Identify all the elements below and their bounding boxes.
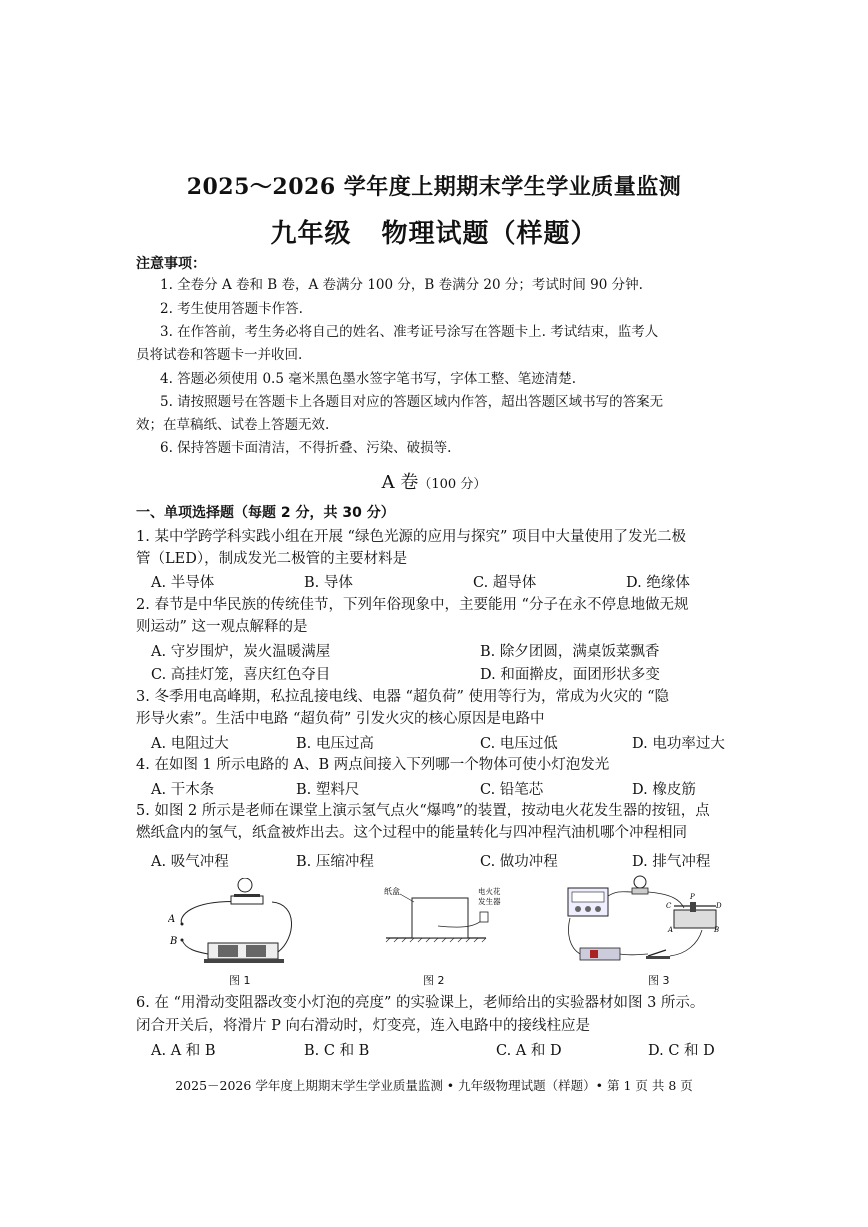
option-b: B. 电压过高 (296, 736, 374, 752)
fig3-label-a: A (668, 926, 674, 934)
switch-icon (648, 950, 666, 956)
fig3-label-p: P (690, 893, 695, 901)
question-5-line: 5. 如图 2 所示是老师在课堂上演示氢气点火“爆鸣”的装置，按动电火花发生器的按钮，点 (136, 803, 710, 819)
notice-item: 员将试卷和答题卡一并收回. (136, 347, 303, 363)
fig3-label-d: D (716, 902, 722, 910)
notice-item: 效；在草稿纸、试卷上答题无效. (136, 417, 330, 433)
option-d: D. 和面擀皮，面团形状多变 (480, 667, 660, 683)
option-b: B. 导体 (304, 575, 353, 591)
notice-item: 3. 在作答前，考生务必将自己的姓名、准考证号涂写在答题卡上. 考试结束，监考人 (160, 324, 659, 340)
option-b: B. C 和 B (304, 1043, 370, 1059)
section-heading (0, 468, 868, 494)
notice-item: 4. 答题必须使用 0.5 毫米黑色墨水签字笔书写，字体工整、笔迹清楚. (160, 371, 577, 387)
fig3-label-b: B (714, 926, 720, 934)
fig3-label-c: C (666, 902, 672, 910)
notice-item: 6. 保持答题卡面清洁，不得折叠、污染、破损等. (160, 440, 452, 456)
exam-subtitle (0, 213, 868, 250)
question-6-line: 闭合开关后，将滑片 P 向右滑动时，灯变亮，连入电路中的接线柱应是 (136, 1018, 590, 1034)
section-name: A 卷 (381, 472, 419, 493)
option-a: A. A 和 B (151, 1043, 216, 1059)
option-d: D. 排气冲程 (632, 854, 711, 870)
fig1-label-a: A (168, 914, 176, 925)
question-3-line: 形导火索”。生活中电路 “超负荷” 引发火灾的核心原因是电路中 (136, 711, 545, 727)
page-footer: 2025－2026 学年度上期期末学生学业质量监测 • 九年级物理试题（样题）• 第 1 页 共 8 页 (175, 1078, 693, 1093)
figure-3-apparatus (562, 874, 722, 970)
paper-box (412, 898, 468, 938)
bulb-icon (634, 876, 646, 888)
option-c: C. 做功冲程 (480, 854, 558, 870)
question-5-line: 燃纸盒内的氢气，纸盒被炸出去。这个过程中的能量转化与四冲程汽油机哪个冲程相同 (136, 825, 687, 841)
figure-1-circuit (168, 878, 308, 970)
option-d: D. C 和 D (648, 1043, 715, 1059)
question-1-line: 1. 某中学跨学科实践小组在开展 “绿色光源的应用与探究” 项目中大量使用了发光二极 (136, 529, 686, 545)
question-2-line: 则运动” 这一观点解释的是 (136, 619, 308, 635)
option-b: B. 塑料尺 (296, 782, 360, 798)
notice-item: 5. 请按照题号在答题卡上各题目对应的答题区域内作答，超出答题区域书写的答案无 (160, 394, 664, 410)
figure-2-apparatus (378, 884, 508, 944)
option-a: A. 吸气冲程 (151, 854, 229, 870)
figure-3-caption: 图 3 (648, 974, 670, 987)
option-c: C. 铅笔芯 (480, 782, 544, 798)
part-title: 一、单项选择题（每题 2 分，共 30 分） (136, 505, 395, 521)
option-d: D. 绝缘体 (626, 575, 690, 591)
notice-item: 2. 考生使用答题卡作答. (160, 301, 303, 317)
exam-title: 2025～2026 学年度上期期末学生学业质量监测 (186, 174, 682, 200)
option-c: C. 高挂灯笼，喜庆红色夺目 (151, 667, 331, 683)
rheostat-icon (674, 910, 716, 928)
notice-item: 1. 全卷分 A 卷和 B 卷，A 卷满分 100 分，B 卷满分 20 分；考试时间 90 分钟. (160, 277, 643, 293)
question-3-line: 3. 冬季用电高峰期，私拉乱接电线、电器 “超负荷” 使用等行为，常成为火灾的 “隐 (136, 689, 670, 705)
fig1-label-b: B (170, 936, 178, 947)
fig2-label-generator: 发生器 (478, 897, 501, 906)
option-d: D. 橡皮筋 (632, 782, 696, 798)
option-b: B. 压缩冲程 (296, 854, 374, 870)
option-a: A. 守岁围炉，炭火温暖满屋 (151, 644, 331, 660)
option-c: C. 超导体 (473, 575, 537, 591)
fig2-label-spark: 电火花 (478, 887, 501, 896)
option-b: B. 除夕团圆，满桌饭菜飘香 (480, 644, 660, 660)
fig2-label-box: 纸盒 (384, 887, 400, 896)
battery-icon (580, 948, 620, 960)
question-6-line: 6. 在 “用滑动变阻器改变小灯泡的亮度” 的实验课上，老师给出的实验器材如图 3 所示。 (136, 995, 705, 1011)
section-score: （100 分） (418, 477, 487, 492)
notice-heading: 注意事项： (136, 256, 206, 272)
figure-2-caption: 图 2 (423, 974, 445, 987)
bulb-icon (238, 878, 252, 892)
option-c: C. A 和 D (496, 1043, 562, 1059)
question-1-line: 管（LED），制成发光二极管的主要材料是 (136, 551, 408, 567)
grade-label: 九年级 (270, 219, 352, 249)
spark-generator-icon (480, 912, 488, 922)
option-a: A. 干木条 (151, 782, 215, 798)
option-c: C. 电压过低 (480, 736, 558, 752)
option-d: D. 电功率过大 (632, 736, 725, 752)
option-a: A. 半导体 (151, 575, 215, 591)
figure-1-caption: 图 1 (229, 974, 251, 987)
question-2-line: 2. 春节是中华民族的传统佳节，下列年俗现象中，主要能用 “分子在永不停息地做无规 (136, 597, 689, 613)
subject-label: 物理试题（样题） (381, 219, 598, 249)
question-4-line: 4. 在如图 1 所示电路的 A、B 两点间接入下列哪一个物体可使小灯泡发光 (136, 757, 610, 773)
option-a: A. 电阻过大 (151, 736, 229, 752)
